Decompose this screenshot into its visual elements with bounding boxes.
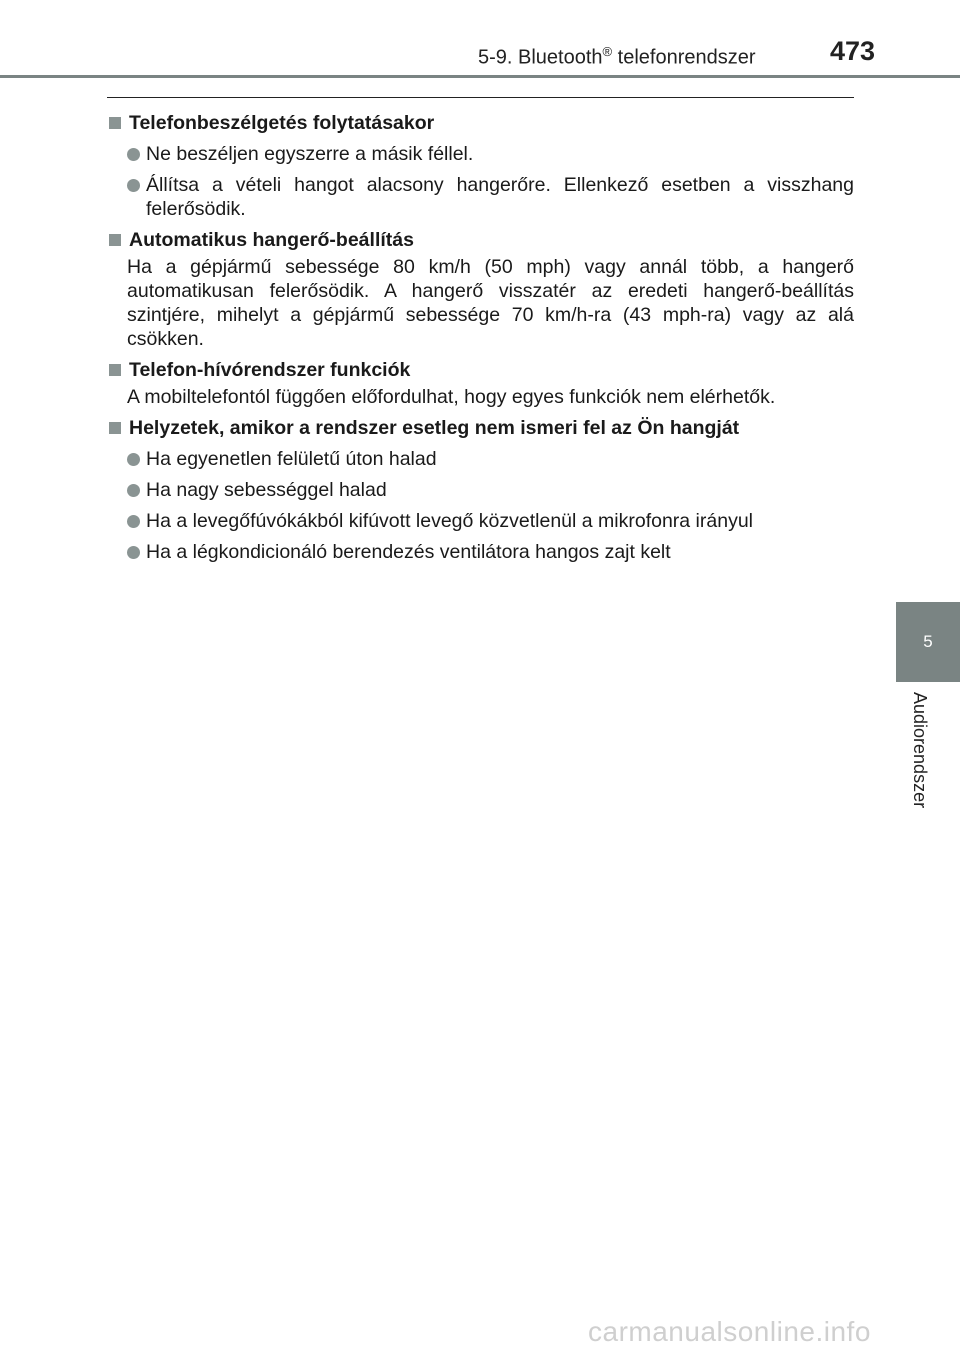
list-item-text: Állítsa a vételi hangot alacsony hangerőre. Ellenkező esetben a visszhang felerősödik.: [146, 174, 854, 220]
list-item-text: Ha nagy sebességgel halad: [146, 479, 387, 501]
list-item: [127, 478, 854, 502]
section-heading: [107, 358, 854, 382]
section-heading: [107, 228, 854, 252]
section-phone-functions: [107, 358, 854, 409]
circle-bullet-icon: [127, 546, 140, 559]
square-bullet-icon: [109, 422, 121, 434]
list-item: [127, 447, 854, 471]
chapter-number: 5: [923, 632, 933, 651]
watermark: carmanualsonline.info: [588, 1316, 871, 1347]
section-heading-text: Automatikus hangerő-beállítás: [129, 229, 414, 251]
section-paragraph: Ha a gépjármű sebessége 80 km/h (50 mph) vagy annál több, a hangerő automatikusan felerősödik. A hangerő visszatér az eredeti hangerő-beállítás szintjére, mihelyt a gépjármű sebessége 70 km/h-ra (43 mph-ra) vagy az alá csökken.: [127, 256, 854, 350]
list-item: [127, 173, 854, 221]
list-item-text: Ne beszéljen egyszerre a másik féllel.: [146, 143, 474, 165]
list-item: [127, 540, 854, 564]
chapter-tab: [896, 602, 960, 682]
list-item-text: Ha egyenetlen felületű úton halad: [146, 448, 437, 470]
chapter-label: Audiorendszer: [910, 692, 930, 809]
section-paragraph: A mobiltelefontól függően előfordulhat, hogy egyes funkciók nem elérhetők.: [127, 386, 776, 408]
circle-bullet-icon: [127, 484, 140, 497]
list-item: [127, 509, 854, 533]
section-auto-volume: [107, 228, 854, 351]
section-heading: [107, 111, 854, 135]
square-bullet-icon: [109, 364, 121, 376]
header-rule: [0, 75, 960, 78]
section-title-prefix: 5-9. Bluetooth: [478, 46, 603, 69]
section-call-continuing: [107, 111, 854, 221]
section-title: [478, 44, 756, 70]
page-number: 473: [830, 36, 876, 66]
section-heading-text: Telefon-hívórendszer funkciók: [129, 359, 411, 381]
list-item: [127, 142, 854, 166]
registered-mark: ®: [602, 44, 613, 59]
section-heading: [107, 416, 854, 440]
square-bullet-icon: [109, 234, 121, 246]
content-top-rule: [107, 97, 854, 98]
list-item-text: Ha a légkondicionáló berendezés ventilátora hangos zajt kelt: [146, 541, 671, 563]
circle-bullet-icon: [127, 515, 140, 528]
content: [107, 104, 854, 564]
section-title-suffix: telefonrendszer: [612, 46, 756, 69]
list-item-text: Ha a levegőfúvókákból kifúvott levegő közvetlenül a mikrofonra irányul: [146, 510, 753, 532]
circle-bullet-icon: [127, 148, 140, 161]
circle-bullet-icon: [127, 179, 140, 192]
section-heading-text: Telefonbeszélgetés folytatásakor: [129, 112, 435, 134]
section-voice-recognition: [107, 416, 854, 564]
circle-bullet-icon: [127, 453, 140, 466]
section-heading-text: Helyzetek, amikor a rendszer esetleg nem ismeri fel az Ön hangját: [129, 417, 740, 439]
square-bullet-icon: [109, 117, 121, 129]
